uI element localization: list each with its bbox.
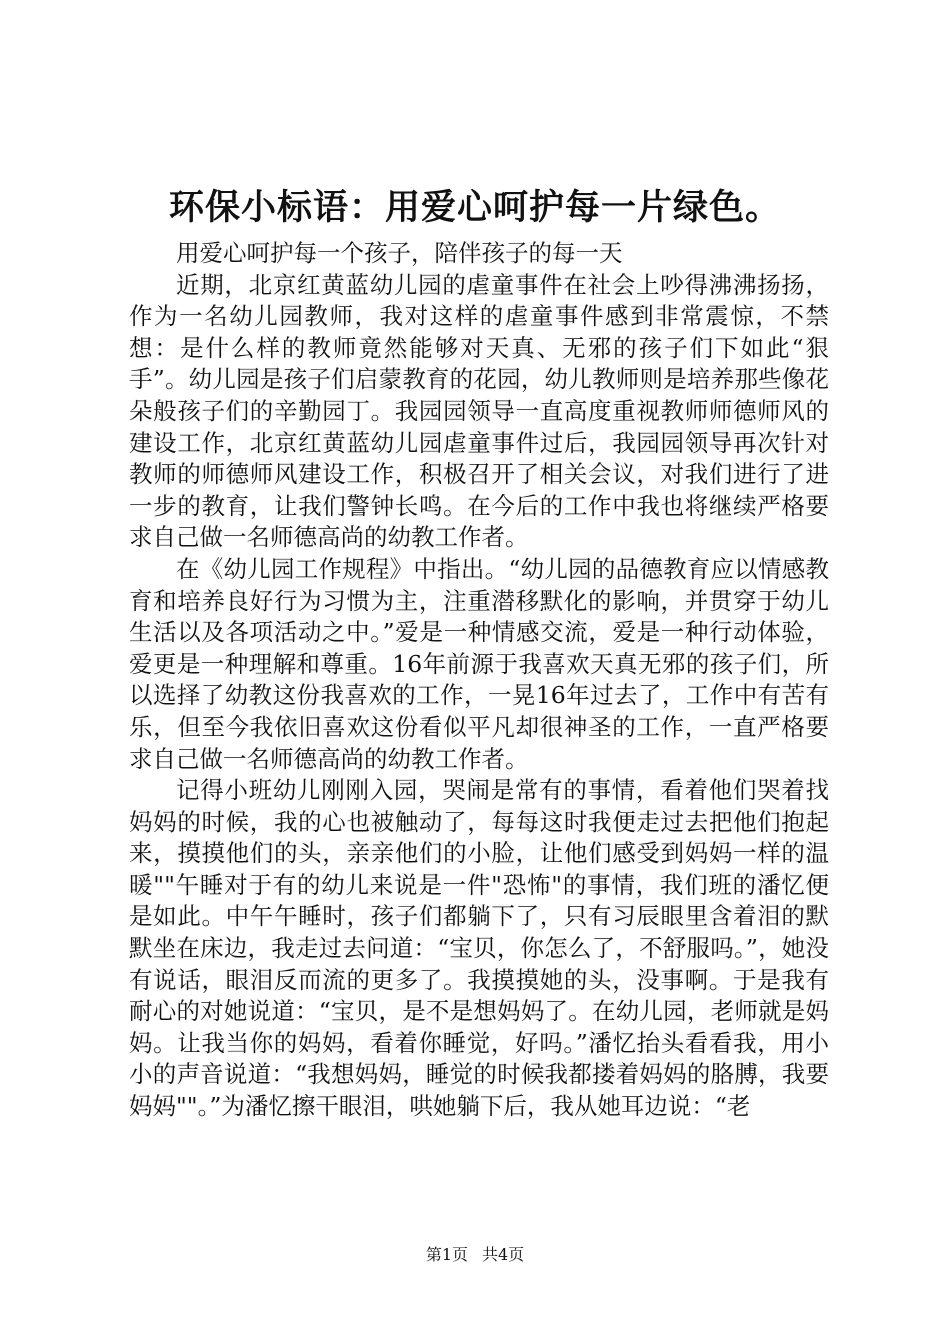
paragraph-subtitle: 用爱心呵护每一个孩子，陪伴孩子的每一天 — [176, 239, 623, 267]
paragraph: 在《幼儿园工作规程》中指出。“幼儿园的品德教育应以情感教育和培养良好行为习惯为主，注重潜移默化的影响，并贯穿于幼儿生活以及各项活动之中。”爱是一种情感交流，爱是一种行动体验，爱更是一种理解和尊重。16年前源于我喜欢天真无邪的孩子们，所以选择了幼教这份我喜欢的工作，一晃16年过去了，工作中有苦有乐，但至今我依旧喜欢这份看似平凡却很神圣的工作，一直严格要求自己做一名师德高尚的幼教工作者。 — [129, 554, 829, 773]
document-body — [129, 238, 829, 1123]
page-footer — [0, 1245, 950, 1265]
paragraph: 记得小班幼儿刚刚入园，哭闹是常有的事情，看着他们哭着找妈妈的时候，我的心也被触动了，每每这时我便走过去把他们抱起来，摸摸他们的头，亲亲他们的小脸，让他们感受到妈妈一样的温暖""午睡对于有的幼儿来说是一件"恐怖"的事情，我们班的潘忆便是如此。中午午睡时，孩子们都躺下了，只有习辰眼里含着泪的默默坐在床边，我走过去问道：“宝贝，你怎么了，不舒服吗。”，她没有说话，眼泪反而流的更多了。我摸摸她的头，没事啊。于是我有耐心的对她说道：“宝贝，是不是想妈妈了。在幼儿园，老师就是妈妈。让我当你的妈妈，看着你睡觉，好吗。”潘忆抬头看看我，用小小的声音说道：“我想妈妈，睡觉的时候我都搂着妈妈的胳膊，我要妈妈""。”为潘忆擦干眼泪，哄她躺下后，我从她耳边说：“老 — [129, 776, 829, 1121]
page-title: 环保小标语：用爱心呵护每一片绿色。 — [168, 187, 781, 228]
page-total: 共4页 — [482, 1245, 525, 1264]
paragraph: 近期，北京红黄蓝幼儿园的虐童事件在社会上吵得沸沸扬扬，作为一名幼儿园教师，我对这样的虐童事件感到非常震惊，不禁想：是什么样的教师竟然能够对天真、无邪的孩子们下如此“狠手”。幼儿园是孩子们启蒙教育的花园，幼儿教师则是培养那些像花朵般孩子们的辛勤园丁。我园园领导一直高度重视教师师德师风的建设工作，北京红黄蓝幼儿园虐童事件过后，我园园领导再次针对教师的师德师风建设工作，积极召开了相关会议，对我们进行了进一步的教育，让我们警钟长鸣。在今后的工作中我也将继续严格要求自己做一名师德高尚的幼教工作者。 — [129, 270, 829, 552]
page-number: 第1页 — [425, 1245, 468, 1264]
